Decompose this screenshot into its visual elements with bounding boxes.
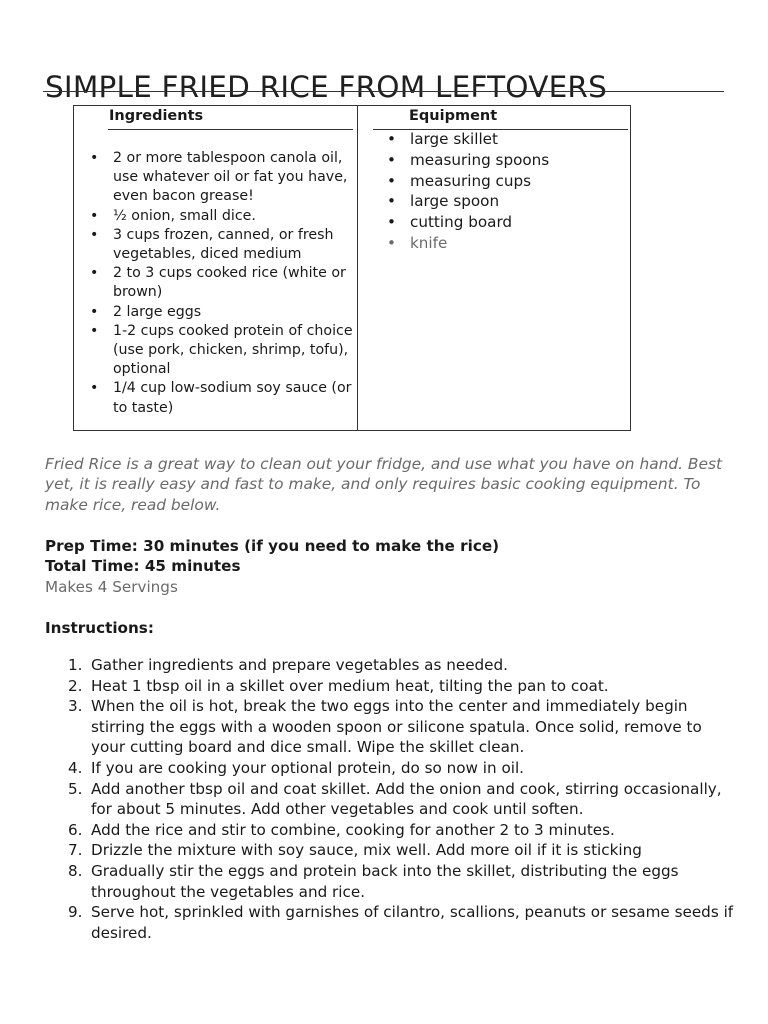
equipment-item: • large skillet <box>385 129 625 150</box>
equipment-item: • measuring spoons <box>385 150 625 171</box>
total-time: Total Time: 45 minutes <box>45 557 241 575</box>
instruction-step <box>45 758 735 779</box>
step-text: Gather ingredients and prepare vegetables as needed. <box>91 656 508 674</box>
title-divider <box>43 91 724 92</box>
instruction-step <box>45 696 735 758</box>
instruction-step <box>45 779 735 820</box>
instruction-step <box>45 861 735 902</box>
instruction-step <box>45 820 735 841</box>
ingredient-item: • 1/4 cup low-sodium soy sauce (or to taste) <box>88 379 353 417</box>
step-text: Serve hot, sprinkled with garnishes of cilantro, scallions, peanuts or sesame seeds if desired. <box>91 903 734 942</box>
instructions-heading: Instructions: <box>45 619 154 637</box>
step-number: 3. <box>68 697 83 716</box>
instruction-step <box>45 655 735 676</box>
ingredient-item: • 1-2 cups cooked protein of choice (use pork, chicken, shrimp, tofu), optional <box>88 322 353 380</box>
ingredient-item: • 2 large eggs <box>88 303 353 322</box>
step-number: 4. <box>68 758 83 777</box>
equipment-item: • large spoon <box>385 191 625 212</box>
instruction-step <box>45 840 735 861</box>
ingredients-heading-rule <box>108 129 353 130</box>
ingredients-equipment-table <box>73 105 631 431</box>
equipment-item: • cutting board <box>385 212 625 233</box>
step-text: Gradually stir the eggs and protein back into the skillet, distributing the eggs throughout the vegetables and rice. <box>91 861 679 901</box>
step-number: 7. <box>68 841 83 860</box>
page-title: SIMPLE FRIED RICE FROM LEFTOVERS <box>45 69 608 104</box>
step-number: 9. <box>68 903 83 922</box>
step-text: When the oil is hot, break the two eggs into the center and immediately begin stirring the eggs with a wooden spoon or silicone spatula. Once solid, remove to your cutting board and dice small. Wipe the skillet clean. <box>91 697 702 757</box>
step-number: 1. <box>68 656 83 674</box>
prep-time: Prep Time: 30 minutes (if you need to make the rice) <box>45 537 500 555</box>
column-divider <box>357 106 358 430</box>
step-text: Drizzle the mixture with soy sauce, mix well. Add more oil if it is sticking <box>91 841 642 860</box>
step-number: 5. <box>68 779 83 798</box>
step-number: 6. <box>68 820 83 839</box>
equipment-item: • measuring cups <box>385 171 625 192</box>
instruction-step <box>45 676 735 697</box>
step-number: 8. <box>68 861 83 880</box>
ingredients-list <box>88 149 353 418</box>
step-text: Add another tbsp oil and coat skillet. Add the onion and cook, stirring occasionally, for about 5 minutes. Add other vegetables and cook until soften. <box>91 779 722 819</box>
ingredient-item: • 2 or more tablespoon canola oil, use whatever oil or fat you have, even bacon grease! <box>88 149 353 207</box>
servings: Makes 4 Servings <box>45 578 178 596</box>
equipment-list <box>385 129 625 254</box>
step-number: 2. <box>68 676 83 695</box>
step-text: If you are cooking your optional protein, do so now in oil. <box>91 758 525 777</box>
ingredient-item: • 2 to 3 cups cooked rice (white or brown) <box>88 264 353 302</box>
ingredient-item: • 3 cups frozen, canned, or fresh vegetables, diced medium <box>88 226 353 264</box>
ingredients-heading: Ingredients <box>109 108 204 124</box>
ingredient-item: • ½ onion, small dice. <box>88 207 353 226</box>
step-text: Add the rice and stir to combine, cooking for another 2 to 3 minutes. <box>91 820 615 839</box>
instruction-step <box>45 902 735 943</box>
intro-paragraph: Fried Rice is a great way to clean out your fridge, and use what you have on hand. Best yet, it is really easy and fast to make, and only requires basic cooking equipment. To make rice, read below. <box>45 455 723 514</box>
equipment-heading: Equipment <box>409 108 498 124</box>
equipment-item: • knife <box>385 233 625 254</box>
step-text: Heat 1 tbsp oil in a skillet over medium heat, tilting the pan to coat. <box>91 676 609 695</box>
instructions-list <box>45 655 735 943</box>
